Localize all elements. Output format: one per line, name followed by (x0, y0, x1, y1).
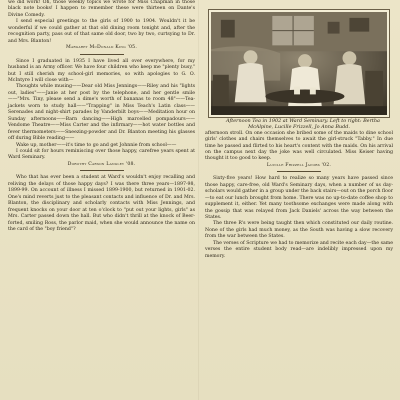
photo-frame (208, 9, 390, 118)
section-divider (80, 170, 124, 171)
photo-image (211, 12, 387, 115)
paragraph-wakeup: Wake up, mother——it's time to go and get Johnnie from school—— (16, 142, 177, 148)
paragraph-eras: Who that has ever been a student at Ward's wouldn't enjoy recalling and reliving the delays of those happy days? I was there three years—1897-98, 1899-99. On account of illness I missed 1899-1900, but returned in 1901-02. One's mind reverts just to the pleasant contacts and influence of Dr. and Mrs. Blanton, the disciplinary and scholarly contacts with Miss Jennings, and frequent knocks on your door at ten o'clock to "put out your lights, girls" as Mrs. Carter passed down the hall. But who didn't thrill at the knock of Beer-forted, smiling Ross, the parlor maid, when she would announce the name on the card of the "boy friend"? (8, 175, 195, 232)
signature-langley: Dorothy Carson Langley '08. (67, 161, 136, 167)
paragraph-close: I could sit for hours reminiscing over those happy, carefree years spent at Ward Seminary. (8, 148, 195, 161)
paragraph-thoughts: Thoughts while musing——Dear old Miss Jennings——Riley and his "lights out, ladies"——Janie at her post by the telephone, and her gentle smile——"Mrs. Tiny, please send a dime's worth of bananas to room 48"——Tea-jackets worn to study hall——"Trapping" in Miss Teach's Latin class——Serenades and night-shirt parades by Vanderbilt boys——Meditation hour on Sunday afternoons——Barn dancing——High marcelled pompadours——Vendome Theatre——Miss Carter and the infirmary——hot water bottles and fever thermometers——Sneezing-powder and Dr. Blanton meeting his glasses off during Bible reading—— (8, 84, 195, 142)
paragraph-greetings: I send especial greetings to the girls of 1900 to 1904. Wouldn't it be wonderful if we could gather at that old dining room tonight and, after the recognition party, pass out of that same old door, two by two, curtsying to Dr. and Mrs. Blanton! (8, 19, 195, 44)
paragraph-sixty-five-years: Sixty-five years! How hard to realize so many years have passed since those happy, care-free, old Ward's Seminary days, when a number of us day-scholars would gather in a group under the back stairs—out on the porch floor—to eat our lunch brought from home. There was no up-to-date coffee shop to supplement it, either. Yet many toothsome exchanges were made along with the gossip that was relayed from Jack Daniels' across the way between the States. (205, 176, 393, 221)
right-column (205, 0, 393, 260)
section-divider (80, 54, 124, 55)
photo-caption: Afternoon Tea in 1902 at Ward Seminary. Left to right: Bertha McAlpine, Lucille Frizzell, Jo Anna Budd. (226, 118, 380, 131)
section-divider (277, 171, 321, 172)
paragraph-three-rs: The three R's were being taught then which constituted our daily routine. None of the girls had much money, as the South was having a slow recovery from the war between the States. (205, 221, 393, 240)
signature-jacobs: Lucille Frizzell Jacobs '02. (266, 162, 332, 168)
paragraph-stroll: afternoon stroll. On one occasion she bribed some of the maids to dine school girls' clothes and chairs themselves to await the girl-struck "Tabby." In due time he passed and flirted to his heart's content with the maids. On his arrival on the campus next day the joke was well circulated. Miss Keiser having thought it too good to keep. (205, 130, 393, 162)
signature-king: Margaret McDonald King '05. (65, 45, 138, 51)
left-column (8, 0, 195, 233)
afternoon-tea-photo (211, 12, 387, 115)
paragraph-scripture-verses: The verses of Scripture we had to memorize and recite each day—the same verses the entire student body read—are indelibly impressed upon my memory. (205, 240, 393, 259)
paragraph-army: Since I graduated in 1935 I have lived all over everywhere, for my husband is an Army officer. We have four children who keep me "plenty busy," but I still cherish my school-girl memories, so with apologies to G. O. McIntyre I will close with— (8, 58, 195, 83)
column-gutter (198, 0, 199, 400)
paragraph-intro-tail: we did work! Oh, those weekly topics we wrote for Miss Chapman in those black note books! I happen to remember these were thirteen on Dante's Divine Comedy. (8, 0, 195, 18)
